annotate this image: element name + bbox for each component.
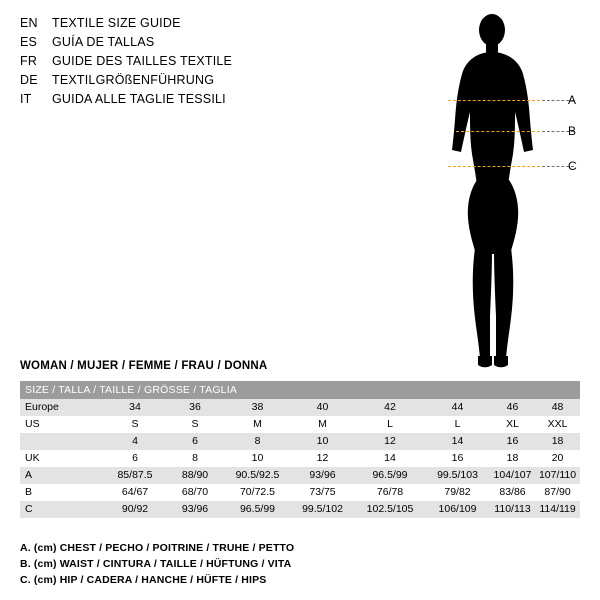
table-cell: 106/109: [425, 501, 490, 518]
table-header-row: [20, 381, 580, 399]
table-cell: 4: [105, 433, 165, 450]
table-cell: 114/119: [535, 501, 580, 518]
table-cell: 93/96: [290, 467, 355, 484]
table-cell: 79/82: [425, 484, 490, 501]
language-code: FR: [20, 54, 38, 68]
row-label: C: [20, 501, 105, 518]
table-cell: 14: [355, 450, 425, 467]
table-cell: 68/70: [165, 484, 225, 501]
table-cell: 16: [490, 433, 535, 450]
table-cell: 73/75: [290, 484, 355, 501]
table-cell: 18: [535, 433, 580, 450]
table-cell: 36: [165, 399, 225, 416]
legend-row-a: A. (cm) CHEST / PECHO / POITRINE / TRUHE / PETTO: [20, 542, 295, 554]
table-row: [20, 501, 580, 518]
table-cell: 12: [290, 450, 355, 467]
language-code: IT: [20, 92, 32, 106]
language-row: [20, 90, 400, 109]
category-caption: WOMAN / MUJER / FEMME / FRAU / DONNA: [20, 360, 268, 372]
table-header-label: SIZE / TALLA / TAILLE / GRÖSSE / TAGLIA: [20, 381, 580, 399]
table-cell: 96.5/99: [225, 501, 290, 518]
table-cell: 83/86: [490, 484, 535, 501]
table-cell: 6: [165, 433, 225, 450]
language-title: TEXTILE SIZE GUIDE: [52, 16, 181, 30]
language-title: GUÍA DE TALLAS: [52, 35, 155, 49]
table-row: [20, 433, 580, 450]
table-cell: 110/113: [490, 501, 535, 518]
table-cell: 76/78: [355, 484, 425, 501]
row-label: [20, 433, 105, 450]
row-label: UK: [20, 450, 105, 467]
table-cell: 48: [535, 399, 580, 416]
language-code: ES: [20, 35, 38, 49]
measure-line-b-orange: [456, 131, 540, 132]
language-code: DE: [20, 73, 38, 87]
table-cell: 6: [105, 450, 165, 467]
table-cell: 99.5/103: [425, 467, 490, 484]
size-table: [20, 381, 580, 518]
table-row: [20, 399, 580, 416]
table-row: [20, 450, 580, 467]
table-cell: 44: [425, 399, 490, 416]
table-cell: XXL: [535, 416, 580, 433]
table-cell: 107/110: [535, 467, 580, 484]
table-row: [20, 484, 580, 501]
measure-line-a-orange: [448, 100, 540, 101]
table-cell: 34: [105, 399, 165, 416]
table-cell: 46: [490, 399, 535, 416]
language-row: [20, 52, 400, 71]
table-cell: 99.5/102: [290, 501, 355, 518]
table-cell: 90.5/92.5: [225, 467, 290, 484]
table-row: [20, 416, 580, 433]
table-cell: 20: [535, 450, 580, 467]
language-title: GUIDA ALLE TAGLIE TESSILI: [52, 92, 226, 106]
table-cell: L: [425, 416, 490, 433]
table-cell: 96.5/99: [355, 467, 425, 484]
row-label: B: [20, 484, 105, 501]
language-row: [20, 14, 400, 33]
language-title-list: [20, 14, 400, 109]
table-cell: S: [165, 416, 225, 433]
table-cell: 16: [425, 450, 490, 467]
table-cell: 38: [225, 399, 290, 416]
table-cell: M: [225, 416, 290, 433]
language-code: EN: [20, 16, 38, 30]
table-cell: XL: [490, 416, 535, 433]
table-cell: 102.5/105: [355, 501, 425, 518]
measure-label-a: A: [568, 93, 577, 107]
table-cell: 8: [225, 433, 290, 450]
table-cell: 42: [355, 399, 425, 416]
language-title: GUIDE DES TAILLES TEXTILE: [52, 54, 233, 68]
measure-line-c-orange: [448, 166, 540, 167]
table-cell: 18: [490, 450, 535, 467]
language-title: TEXTILGRÖßENFÜHRUNG: [52, 73, 215, 87]
legend-row-b: B. (cm) WAIST / CINTURA / TAILLE / HÜFTUNG / VITA: [20, 558, 292, 570]
measure-label-b: B: [568, 124, 577, 138]
table-cell: 93/96: [165, 501, 225, 518]
table-cell: 70/72.5: [225, 484, 290, 501]
table-cell: L: [355, 416, 425, 433]
legend-row-c: C. (cm) HIP / CADERA / HANCHE / HÜFTE / HIPS: [20, 574, 267, 586]
table-cell: 64/67: [105, 484, 165, 501]
table-cell: 88/90: [165, 467, 225, 484]
table-cell: M: [290, 416, 355, 433]
table-cell: 85/87.5: [105, 467, 165, 484]
table-cell: 10: [290, 433, 355, 450]
table-row: [20, 467, 580, 484]
table-cell: 87/90: [535, 484, 580, 501]
table-cell: 10: [225, 450, 290, 467]
language-row: [20, 71, 400, 90]
table-cell: 8: [165, 450, 225, 467]
row-label: US: [20, 416, 105, 433]
table-cell: 14: [425, 433, 490, 450]
table-cell: 12: [355, 433, 425, 450]
row-label: A: [20, 467, 105, 484]
table-cell: S: [105, 416, 165, 433]
measure-label-c: C: [568, 159, 577, 173]
female-body-icon: [420, 8, 590, 373]
language-row: [20, 33, 400, 52]
table-cell: 104/107: [490, 467, 535, 484]
female-silhouette-figure: [420, 8, 590, 373]
table-cell: 40: [290, 399, 355, 416]
measurement-legend: [20, 540, 560, 588]
row-label: Europe: [20, 399, 105, 416]
table-cell: 90/92: [105, 501, 165, 518]
